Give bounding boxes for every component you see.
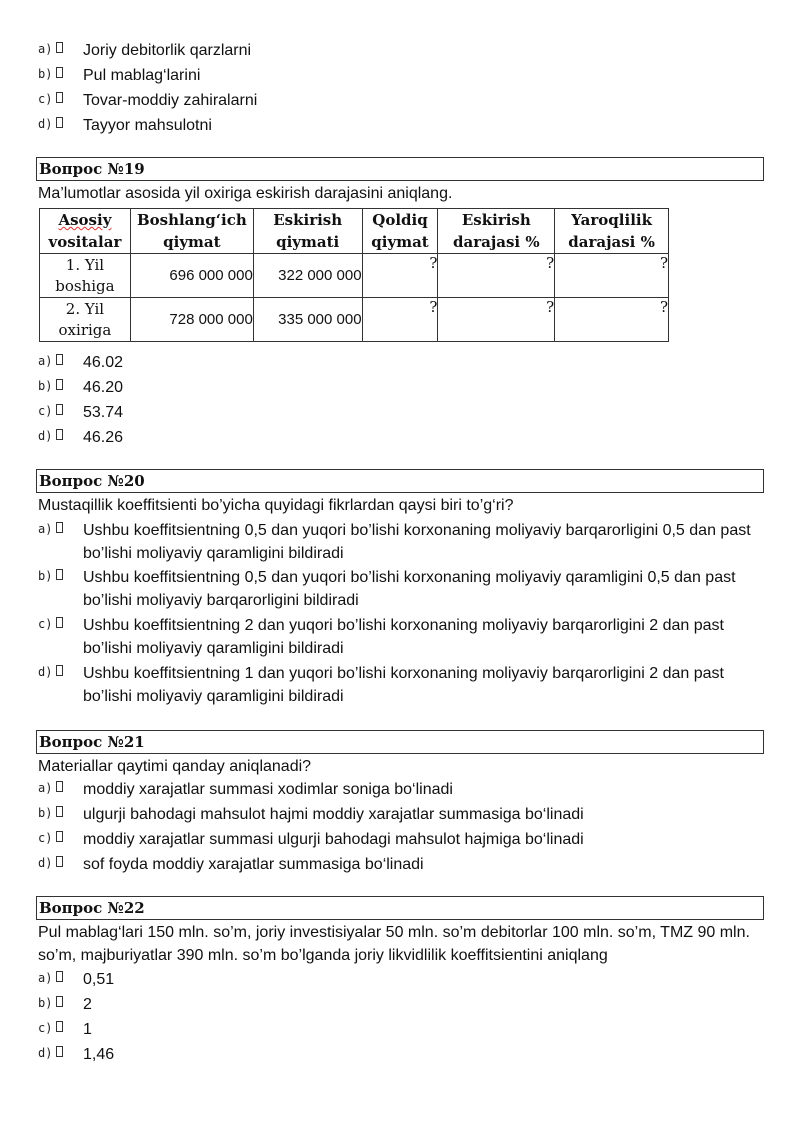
- checkbox-icon[interactable]: [56, 781, 63, 792]
- option-text: Ushbu koeffitsientning 1 dan yuqori bo’lishi korxonaning moliyaviy barqarorligini 2 dan past bo’lishi moliyaviy qaramligini bildiradi: [83, 665, 724, 705]
- checkbox-icon[interactable]: [56, 404, 63, 415]
- option-label: a): [38, 354, 53, 368]
- option-text: 1: [83, 1021, 92, 1038]
- option-text: 46.26: [83, 429, 124, 446]
- table-cell: ?: [362, 254, 438, 298]
- option-label: b): [38, 379, 53, 393]
- option-label: d): [38, 856, 53, 870]
- table-cell: ?: [438, 298, 555, 342]
- table-cell: 335 000 000: [253, 298, 362, 342]
- checkbox-icon[interactable]: [56, 1021, 63, 1032]
- option-label: c): [38, 831, 53, 845]
- option-label: a): [38, 42, 53, 56]
- option-label: d): [38, 665, 53, 679]
- checkbox-icon[interactable]: [56, 42, 63, 53]
- checkbox-icon[interactable]: [56, 617, 63, 628]
- question-header: Вопрос №22: [36, 896, 764, 920]
- option-text: 2: [83, 996, 92, 1013]
- option-text: Pul mablag‘larini: [83, 67, 201, 84]
- option-text: Ushbu koeffitsientning 0,5 dan yuqori bo’lishi korxonaning moliyaviy qaramligini 0,5 dan past bo’lishi moliyaviy barqarorligini bildiradi: [83, 569, 736, 609]
- option-text: 53.74: [83, 404, 124, 421]
- option-label: c): [38, 404, 53, 418]
- checkbox-icon[interactable]: [56, 856, 63, 867]
- checkbox-icon[interactable]: [56, 971, 63, 982]
- checkbox-icon[interactable]: [56, 92, 63, 103]
- question-header: Вопрос №21: [36, 730, 764, 754]
- option-text: moddiy xarajatlar summasi ulgurji bahodagi mahsulot hajmiga bo‘linadi: [83, 831, 584, 848]
- checkbox-icon[interactable]: [56, 831, 63, 842]
- checkbox-icon[interactable]: [56, 1046, 63, 1057]
- checkbox-icon[interactable]: [56, 665, 63, 676]
- option-text: Tovar-moddiy zahiralarni: [83, 92, 258, 109]
- option-label: b): [38, 806, 53, 820]
- question-text: Ma’lumotlar asosida yil oxiriga eskirish darajasini aniqlang.: [38, 185, 453, 202]
- table-cell: 728 000 000: [130, 298, 253, 342]
- option-text: moddiy xarajatlar summasi xodimlar soniga bo‘linadi: [83, 781, 453, 798]
- table-cell: 2. Yil oxiriga: [40, 298, 131, 342]
- checkbox-icon[interactable]: [56, 354, 63, 365]
- table-cell: ?: [362, 298, 438, 342]
- checkbox-icon[interactable]: [56, 67, 63, 78]
- option-label: b): [38, 996, 53, 1010]
- option-text: Ushbu koeffitsientning 0,5 dan yuqori bo’lishi korxonaning moliyaviy barqarorligini 0,5 dan past bo’lishi moliyaviy qaramligini bildiradi: [83, 522, 751, 562]
- table-header-row: [40, 209, 669, 254]
- table-header-cell: Yaroqlilik darajasi %: [555, 209, 669, 254]
- checkbox-icon[interactable]: [56, 806, 63, 817]
- option-label: a): [38, 971, 53, 985]
- option-text: sof foyda moddiy xarajatlar summasiga bo‘linadi: [83, 856, 424, 873]
- data-table: [39, 208, 669, 342]
- option-label: b): [38, 67, 53, 81]
- table-row: [40, 298, 669, 342]
- option-label: b): [38, 569, 53, 583]
- option-text: 46.02: [83, 354, 124, 371]
- table-row: [40, 254, 669, 298]
- checkbox-icon[interactable]: [56, 522, 63, 533]
- question-text: Mustaqillik koeffitsienti bo’yicha quyidagi fikrlardan qaysi biri to’g‘ri?: [38, 497, 514, 514]
- checkbox-icon[interactable]: [56, 429, 63, 440]
- option-text: Joriy debitorlik qarzlarni: [83, 42, 252, 59]
- table-header-cell: Eskirish darajasi %: [438, 209, 555, 254]
- option-text: 1,46: [83, 1046, 115, 1063]
- option-label: c): [38, 92, 53, 106]
- option-label: c): [38, 1021, 53, 1035]
- table-cell: ?: [438, 254, 555, 298]
- table-cell: 1. Yil boshiga: [40, 254, 131, 298]
- option-label: a): [38, 522, 53, 536]
- option-label: d): [38, 117, 53, 131]
- table-cell: ?: [555, 254, 669, 298]
- question-text: Pul mablag‘lari 150 mln. so’m, joriy investisiyalar 50 mln. so’m debitorlar 100 mln. so’m, TMZ 90 mln. so’m, majburiyatlar 390 mln. so’m bo’lganda joriy likvidlilik koeffitsientini aniqlang: [38, 924, 750, 964]
- option-label: a): [38, 781, 53, 795]
- checkbox-icon[interactable]: [56, 379, 63, 390]
- table-header-cell: Qoldiq qiymat: [362, 209, 438, 254]
- checkbox-icon[interactable]: [56, 117, 63, 128]
- option-text: 0,51: [83, 971, 115, 988]
- table-cell: 696 000 000: [130, 254, 253, 298]
- table-cell: 322 000 000: [253, 254, 362, 298]
- option-text: 46.20: [83, 379, 124, 396]
- option-label: d): [38, 429, 53, 443]
- table-header-cell: Eskirish qiymati: [253, 209, 362, 254]
- option-text: ulgurji bahodagi mahsulot hajmi moddiy xarajatlar summasiga bo‘linadi: [83, 806, 584, 823]
- question-text: Materiallar qaytimi qanday aniqlanadi?: [38, 758, 312, 775]
- table-header-cell: Asosiy vositalar: [40, 209, 131, 254]
- option-label: c): [38, 617, 53, 631]
- question-header: Вопрос №20: [36, 469, 764, 493]
- checkbox-icon[interactable]: [56, 569, 63, 580]
- question-header: Вопрос №19: [36, 157, 764, 181]
- checkbox-icon[interactable]: [56, 996, 63, 1007]
- table-header-cell: Boshlang‘ich qiymat: [130, 209, 253, 254]
- option-text: Ushbu koeffitsientning 2 dan yuqori bo’lishi korxonaning moliyaviy barqarorligini 2 dan past bo’lishi moliyaviy qaramligini bildiradi: [83, 617, 724, 657]
- table-cell: ?: [555, 298, 669, 342]
- option-text: Tayyor mahsulotni: [83, 117, 212, 134]
- option-label: d): [38, 1046, 53, 1060]
